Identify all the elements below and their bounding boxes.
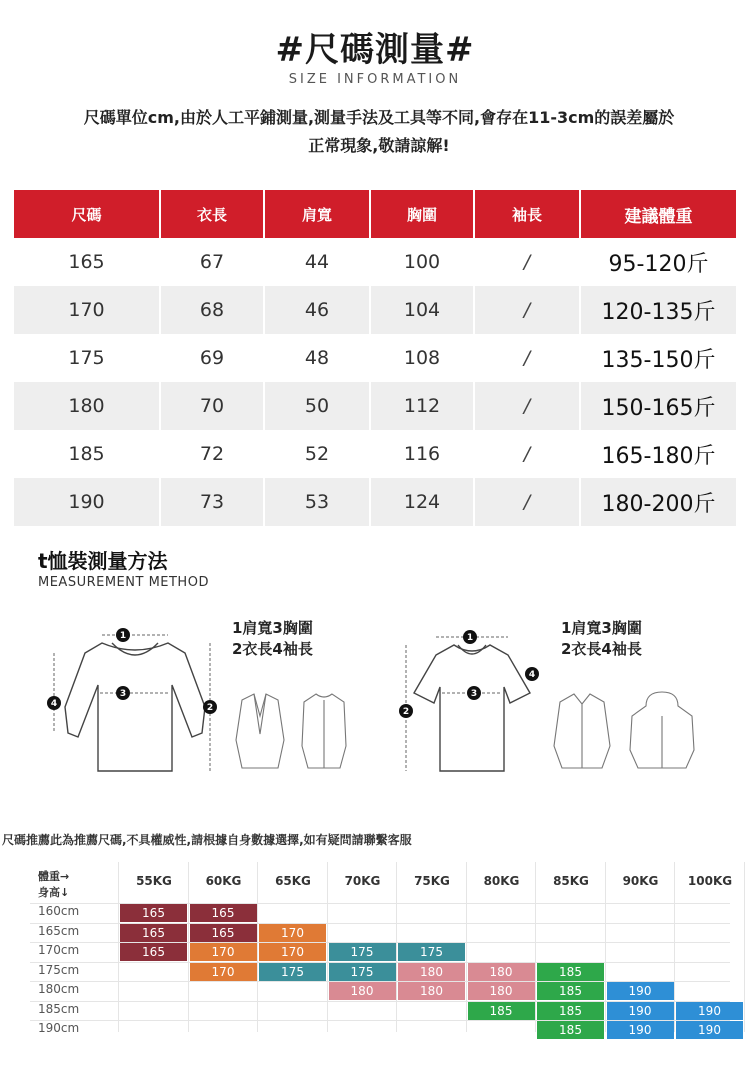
height-label: 185cm: [38, 1001, 80, 1016]
size-table-cell: 180: [14, 382, 160, 430]
col-header-size: 尺碼: [14, 190, 160, 238]
size-table-cell: 150-165斤: [580, 382, 736, 430]
recommended-size-cell: 175: [329, 963, 396, 981]
size-table-cell: 180-200斤: [580, 478, 736, 526]
legend-right-line-1: 1肩寬3胸圍: [561, 619, 642, 637]
weight-header: 65KG: [275, 874, 311, 888]
recommended-size-cell: 175: [259, 963, 326, 981]
size-table-cell: 70: [160, 382, 264, 430]
recommended-size-cell: 165: [120, 904, 187, 922]
size-table-row: [14, 478, 736, 526]
size-table-row: [14, 382, 736, 430]
size-table-cell: 135-150斤: [580, 334, 736, 382]
size-table-cell: 165-180斤: [580, 430, 736, 478]
recommended-size-cell: 180: [468, 963, 535, 981]
height-label: 180cm: [38, 982, 80, 996]
recommended-size-cell: 180: [398, 982, 465, 1000]
recommendation-note: 尺碼推薦此為推薦尺碼,不具權威性,請根據自身數據選擇,如有疑問請聯繫客服: [2, 833, 412, 847]
marker-4: 4: [50, 699, 58, 709]
size-recommendation-grid: [30, 862, 740, 1044]
size-table-cell: /: [474, 382, 580, 430]
size-table-cell: 72: [160, 430, 264, 478]
recommended-size-cell: 170: [259, 924, 326, 942]
weight-header: 75KG: [414, 874, 450, 888]
recommended-size-cell: 190: [676, 1002, 743, 1020]
recommended-size-cell: 175: [329, 943, 396, 961]
size-table-row: [14, 430, 736, 478]
method-title: t恤裝測量方法: [38, 549, 168, 573]
size-table-cell: 46: [264, 286, 370, 334]
recommended-size-cell: 180: [329, 982, 396, 1000]
legend-left-line-1: 1肩寬3胸圍: [232, 619, 313, 637]
marker-3: 3: [119, 689, 127, 699]
size-table-cell: 108: [370, 334, 474, 382]
size-table-cell: 73: [160, 478, 264, 526]
recommended-size-cell: 170: [190, 963, 257, 981]
weight-header: 55KG: [136, 874, 172, 888]
size-table-cell: 52: [264, 430, 370, 478]
size-table-cell: 44: [264, 238, 370, 286]
weight-header: 80KG: [483, 874, 520, 888]
recommended-size-cell: 190: [607, 982, 674, 1000]
measurement-notice: [34, 104, 724, 160]
recommended-size-cell: 165: [120, 943, 187, 961]
grid-corner-weight: 體重→: [38, 870, 70, 883]
weight-header: 70KG: [344, 874, 381, 888]
legend-left-line-2: 2衣長4袖長: [232, 640, 313, 658]
height-label: 165cm: [38, 923, 80, 938]
recommended-size-cell: 185: [537, 1021, 604, 1039]
recommended-size-cell: 185: [537, 1002, 604, 1020]
col-header-sleeve: 袖長: [474, 190, 580, 238]
size-table-cell: 185: [14, 430, 160, 478]
marker-2-tee: 2: [402, 707, 410, 717]
page-subtitle: SIZE INFORMATION: [288, 72, 462, 87]
size-table-cell: 48: [264, 334, 370, 382]
marker-4-tee: 4: [528, 670, 536, 680]
notice-line-1: 尺碼單位cm,由於人工平鋪測量,測量手法及工具等不同,會存在11-3cm的誤差屬於: [83, 108, 675, 127]
size-table-header-row: [14, 190, 736, 238]
legend-right: [561, 618, 642, 660]
size-table-cell: 68: [160, 286, 264, 334]
recommended-size-cell: 185: [468, 1002, 535, 1020]
size-table-cell: /: [474, 478, 580, 526]
size-table-cell: 120-135斤: [580, 286, 736, 334]
size-table: [14, 190, 736, 526]
size-table-cell: 116: [370, 430, 474, 478]
size-table-cell: 104: [370, 286, 474, 334]
blazer-jacket-icons: [228, 690, 348, 772]
marker-3-tee: 3: [470, 689, 478, 699]
method-subtitle: MEASUREMENT METHOD: [38, 575, 209, 590]
tshirt-measure-diagram: [392, 615, 552, 785]
grid-divider: [118, 862, 119, 1032]
marker-2: 2: [206, 703, 214, 713]
size-table-row: [14, 334, 736, 382]
size-table-cell: 100: [370, 238, 474, 286]
size-table-cell: 112: [370, 382, 474, 430]
legend-left: [232, 618, 313, 660]
size-table-cell: /: [474, 238, 580, 286]
size-table-cell: /: [474, 286, 580, 334]
recommended-size-cell: 165: [120, 924, 187, 942]
height-label: 170cm: [38, 943, 80, 957]
weight-header: 90KG: [622, 874, 659, 888]
size-table-row: [14, 238, 736, 286]
size-table-cell: 53: [264, 478, 370, 526]
recommended-size-cell: 165: [190, 924, 257, 942]
size-table-cell: 69: [160, 334, 264, 382]
size-table-cell: /: [474, 334, 580, 382]
recommended-size-cell: 180: [398, 963, 465, 981]
recommended-size-cell: 165: [190, 904, 257, 922]
size-table-cell: 50: [264, 382, 370, 430]
recommended-size-cell: 185: [537, 963, 604, 981]
size-table-cell: 67: [160, 238, 264, 286]
size-table-row: [14, 286, 736, 334]
marker-1-tee: 1: [466, 633, 474, 643]
height-label: 190cm: [38, 1021, 80, 1035]
size-table-cell: /: [474, 430, 580, 478]
shirt-hoodie-icons: [548, 690, 698, 772]
legend-right-line-2: 2衣長4袖長: [561, 640, 642, 658]
weight-header: 85KG: [553, 874, 589, 888]
recommended-size-cell: 190: [676, 1021, 743, 1039]
col-header-chest: 胸圍: [370, 190, 474, 238]
size-table-cell: 170: [14, 286, 160, 334]
size-table-cell: 175: [14, 334, 160, 382]
size-table-cell: 190: [14, 478, 160, 526]
recommended-size-cell: 180: [468, 982, 535, 1000]
grid-corner-height: 身高↓: [38, 886, 70, 899]
recommended-size-cell: 185: [537, 982, 604, 1000]
size-table-cell: 124: [370, 478, 474, 526]
size-table-cell: 95-120斤: [580, 238, 736, 286]
height-label: 175cm: [38, 962, 80, 977]
notice-line-2: 正常現象,敬請諒解!: [308, 136, 450, 155]
marker-1: 1: [119, 631, 127, 641]
recommended-size-cell: 170: [190, 943, 257, 961]
recommended-size-cell: 190: [607, 1021, 674, 1039]
height-label: 160cm: [38, 904, 80, 918]
col-header-shoulder: 肩寬: [264, 190, 370, 238]
weight-header: 100KG: [687, 874, 733, 888]
recommended-size-cell: 190: [607, 1002, 674, 1020]
weight-header: 60KG: [205, 874, 242, 888]
recommended-size-cell: 175: [398, 943, 465, 961]
page-title: #尺碼測量#: [275, 30, 475, 70]
col-header-weight: 建議體重: [580, 190, 736, 238]
size-table-cell: 165: [14, 238, 160, 286]
sweater-measure-diagram: [40, 615, 230, 785]
col-header-length: 衣長: [160, 190, 264, 238]
recommended-size-cell: 170: [259, 943, 326, 961]
